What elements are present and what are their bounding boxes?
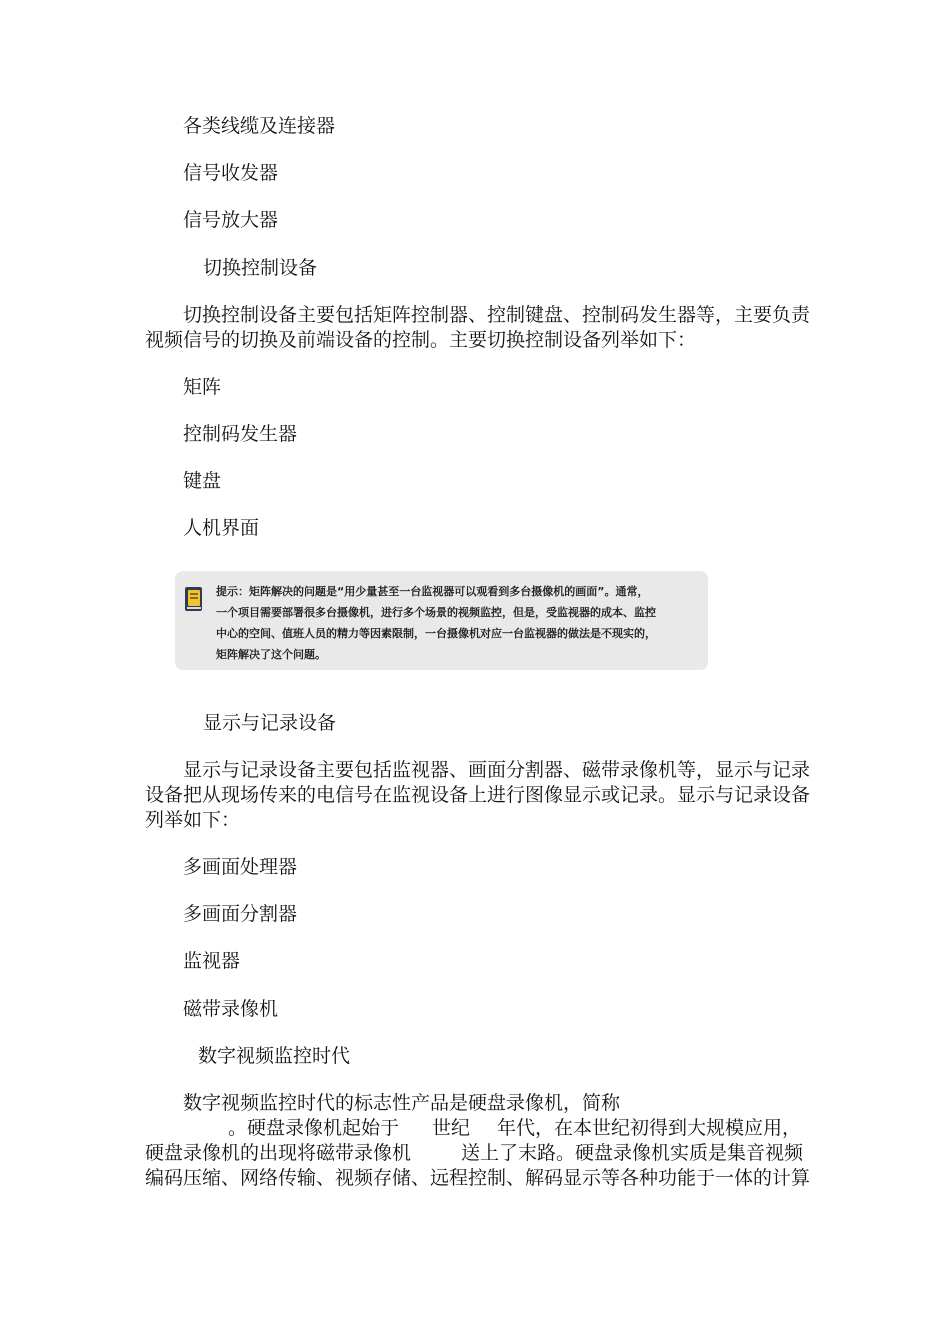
paragraph-switch-control-line-1: 切换控制设备主要包括矩阵控制器、控制键盘、控制码发生器等，主要负责 [183, 304, 811, 326]
text-fragment: 硬盘录像机的出现将磁带录像机 [145, 1142, 412, 1164]
tip-box [175, 571, 708, 670]
list-item-hmi: 人机界面 [183, 517, 260, 539]
list-item-multi-screen-processor: 多画面处理器 [183, 856, 298, 878]
section-heading-display-record: 显示与记录设备 [203, 712, 337, 734]
tip-line: 提示：矩阵解决的问题是“用少量甚至一台监视器可以观看到多台摄像机的画面”。通常， [216, 585, 649, 598]
text-fragment: 年代，在本世纪初得到大规模应用， [497, 1117, 802, 1139]
list-item-monitor: 监视器 [183, 950, 241, 972]
tip-text [216, 581, 696, 665]
text-fragment: 世纪 [432, 1117, 471, 1139]
tip-line: 中心的空间、值班人员的精力等因素限制，一台摄像机对应一台监视器的做法是不现实的， [216, 627, 656, 640]
paragraph-digital-era-line-1: 数字视频监控时代的标志性产品是硬盘录像机，简称 [183, 1092, 621, 1114]
section-heading-switch-control: 切换控制设备 [203, 257, 318, 279]
paragraph-display-record-line-2: 设备把从现场传来的电信号在监视设备上进行图像显示或记录。显示与记录设备 [145, 784, 811, 806]
paragraph-display-record-line-1: 显示与记录设备主要包括监视器、画面分割器、磁带录像机等，显示与记录 [183, 759, 811, 781]
text-fragment: 。硬盘录像机起始于 [228, 1117, 400, 1139]
section-heading-digital-era: 数字视频监控时代 [198, 1045, 351, 1067]
text-fragment: 送上了末路。硬盘录像机实质是集音视频 [461, 1142, 804, 1164]
paragraph-display-record-line-3: 列举如下： [145, 809, 241, 831]
list-item-amplifier: 信号放大器 [183, 209, 279, 231]
paragraph-switch-control-line-2: 视频信号的切换及前端设备的控制。主要切换控制设备列举如下： [145, 329, 697, 351]
tip-line: 一个项目需要部署很多台摄像机，进行多个场景的视频监控，但是，受监视器的成本、监控 [216, 606, 656, 619]
list-item-vcr: 磁带录像机 [183, 998, 279, 1020]
list-item-code-generator: 控制码发生器 [183, 423, 298, 445]
book-icon [184, 586, 204, 612]
list-item-keyboard: 键盘 [183, 470, 222, 492]
paragraph-digital-era-line-4: 编码压缩、网络传输、视频存储、远程控制、解码显示等各种功能于一体的计算 [145, 1167, 811, 1189]
list-item-transceiver: 信号收发器 [183, 162, 279, 184]
list-item-multi-screen-splitter: 多画面分割器 [183, 903, 298, 925]
tip-line: 矩阵解决了这个问题。 [216, 648, 326, 661]
list-item-matrix: 矩阵 [183, 376, 222, 398]
list-item-cables: 各类线缆及连接器 [183, 115, 336, 137]
